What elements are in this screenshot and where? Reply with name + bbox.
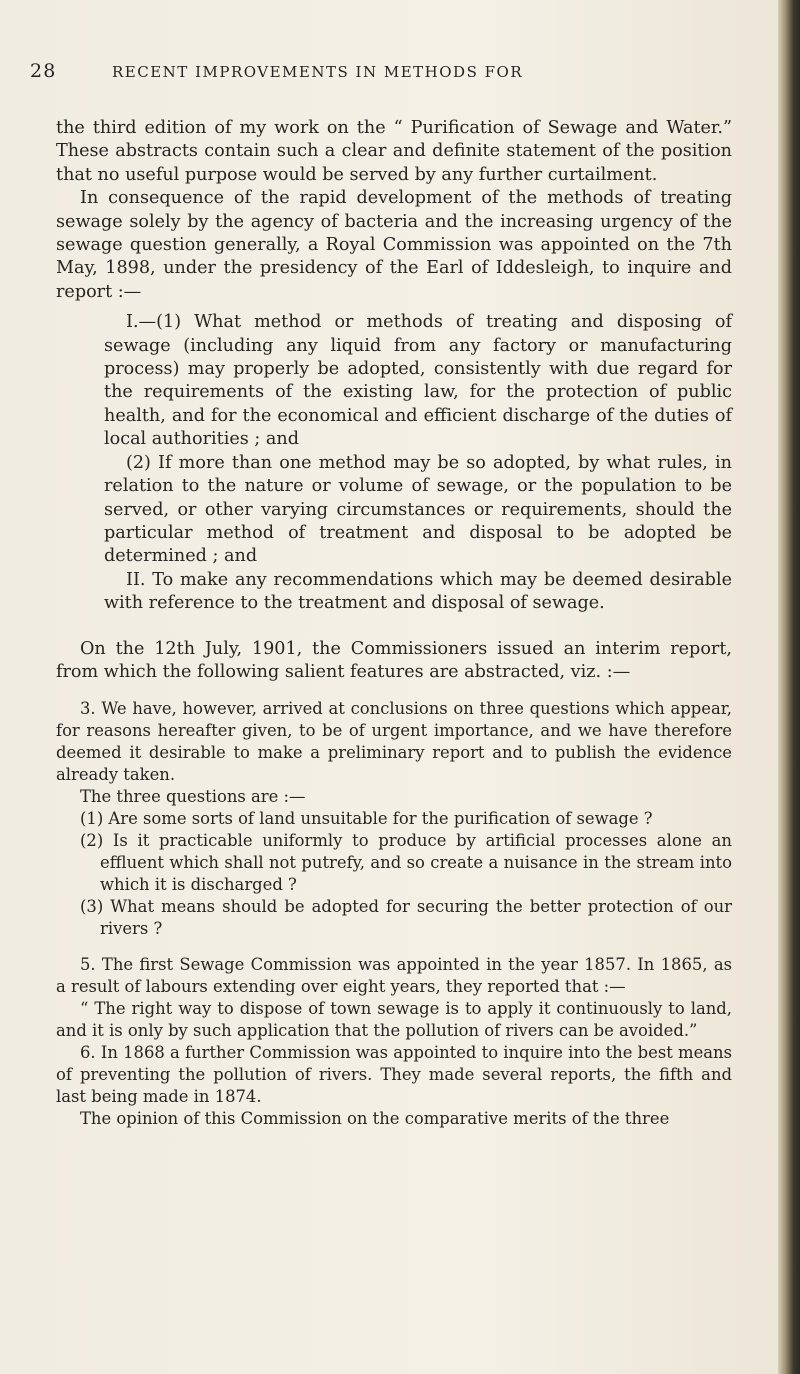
question-item: (3) What means should be adopted for securing the better protection of our rivers ? [80,897,732,939]
question-item: (2) Is it practicable uniformly to produce by artificial processes alone an effluent which shall not putrefy, and so create a nuisance in the stream into which it is discharged ? [80,831,732,895]
paragraph: 3. We have, however, arrived at conclusions on three questions which appear, for reasons hereafter given, to be of urgent importance, and we have therefore deemed it desirable to make a preliminary report and to publish the evidence already taken. [56,699,732,785]
paragraph: The opinion of this Commission on the comparative merits of the three [80,1109,670,1129]
spacer [56,616,732,638]
page-header [30,60,750,86]
question-item: (1) Are some sorts of land unsuitable for the purification of sewage ? [80,809,653,829]
reference-item: (2) If more than one method may be so adopted, by what rules, in relation to the nature or volume of sewage, or the population to be served, or other varying circumstances or requirements, should the particular method of treatment and disposal to be adopted be determined ; and [104,452,732,567]
paragraph: On the 12th July, 1901, the Commissioners issued an interim report, from which the following salient features are abstracted, viz. :— [56,638,732,682]
paragraph: the third edition of my work on the “ Purification of Sewage and Water.” These abstracts contain such a clear and definite statement of the position that no useful purpose would be served by any further curtailment. [56,118,732,185]
body-text [56,117,732,1130]
paragraph: In consequence of the rapid development of the methods of treating sewage solely by the agency of bacteria and the increasing urgency of the sewage question generally, a Royal Commission was appointed on the 7th May, 1898, under the presidency of the Earl of Iddesleigh, to inquire and report :— [56,188,732,302]
running-head: RECENT IMPROVEMENTS IN METHODS FOR [112,63,524,81]
paragraph: 6. In 1868 a further Commission was appointed to inquire into the best means of preventing the pollution of rivers. They made several reports, the fifth and last being made in 1874. [56,1043,733,1107]
paragraph: The three questions are :— [80,787,306,807]
interim-report-extract [56,698,732,1130]
spacer [56,940,732,954]
reference-item: II. To make any recommendations which may be deemed desirable with reference to the treatment and disposal of sewage. [104,569,732,614]
book-binding-edge [778,0,800,1374]
spacer [56,684,732,698]
question-list [56,808,732,940]
terms-of-reference [56,311,732,615]
paragraph: 5. The first Sewage Commission was appointed in the year 1857. In 1865, as a result of labours extending over eight years, they reported that :— [56,955,732,997]
reference-item: I.—(1) What method or methods of treating and disposing of sewage (including any liquid from any factory or manufacturing process) may properly be adopted, consistently with due regard for the requirements of the existing law, for the protection of public health, and for the economical and efficient discharge of the duties of local authorities ; and [104,312,732,450]
paragraph: “ The right way to dispose of town sewage is to apply it continuously to land, and it is only by such application that the pollution of rivers can be avoided.” [56,999,732,1041]
page-number: 28 [30,60,57,82]
